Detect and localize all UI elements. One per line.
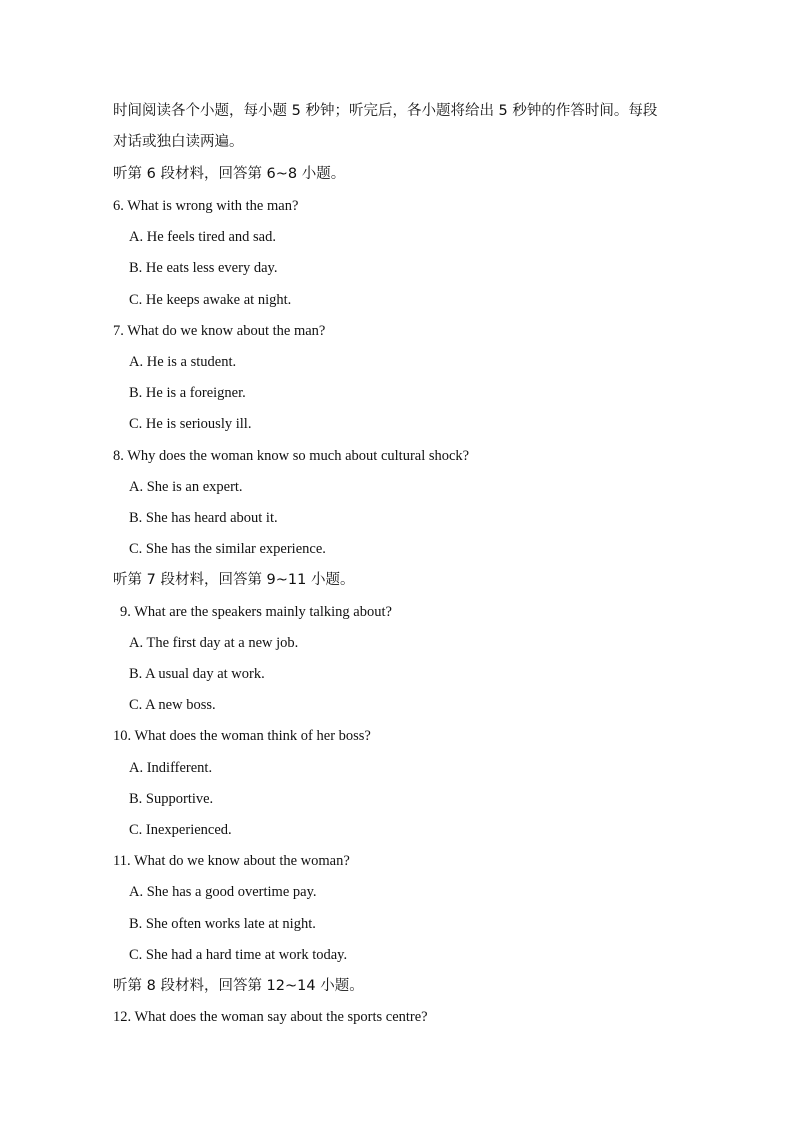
section-heading-6: 听第 6 段材料，回答第 6~8 小题。 (113, 166, 346, 182)
question-9-option-c: C. A new boss. (129, 697, 216, 713)
question-9-stem: 9. What are the speakers mainly talking about? (120, 604, 392, 620)
question-8-option-b: B. She has heard about it. (129, 510, 278, 526)
question-8-option-c: C. She has the similar experience. (129, 541, 326, 557)
question-7-stem: 7. What do we know about the man? (113, 323, 326, 339)
question-11-option-c: C. She had a hard time at work today. (129, 947, 348, 963)
question-8-stem: 8. Why does the woman know so much about cultural shock? (113, 448, 470, 464)
question-10-option-a: A. Indifferent. (129, 760, 213, 776)
question-11-option-b: B. She often works late at night. (129, 916, 316, 932)
section-heading-8: 听第 8 段材料，回答第 12~14 小题。 (113, 978, 364, 994)
question-8-option-a: A. She is an expert. (129, 479, 243, 495)
question-9-option-a: A. The first day at a new job. (129, 635, 299, 651)
question-11-stem: 11. What do we know about the woman? (113, 853, 350, 869)
intro-line-1: 时间阅读各个小题，每小题 5 秒钟；听完后，各小题将给出 5 秒钟的作答时间。每段 (113, 103, 658, 119)
question-7-option-c: C. He is seriously ill. (129, 416, 252, 432)
question-12-stem: 12. What does the woman say about the sports centre? (113, 1009, 428, 1025)
question-6-option-c: C. He keeps awake at night. (129, 292, 292, 308)
question-10-stem: 10. What does the woman think of her boss? (113, 728, 371, 744)
section-heading-7: 听第 7 段材料，回答第 9~11 小题。 (113, 572, 355, 588)
question-10-option-c: C. Inexperienced. (129, 822, 232, 838)
question-6-option-a: A. He feels tired and sad. (129, 229, 276, 245)
question-7-option-a: A. He is a student. (129, 354, 237, 370)
question-7-option-b: B. He is a foreigner. (129, 385, 246, 401)
question-6-stem: 6. What is wrong with the man? (113, 198, 299, 214)
question-9-option-b: B. A usual day at work. (129, 666, 265, 682)
intro-line-2: 对话或独白读两遍。 (113, 134, 244, 150)
question-10-option-b: B. Supportive. (129, 791, 214, 807)
question-11-option-a: A. She has a good overtime pay. (129, 884, 317, 900)
question-6-option-b: B. He eats less every day. (129, 260, 278, 276)
